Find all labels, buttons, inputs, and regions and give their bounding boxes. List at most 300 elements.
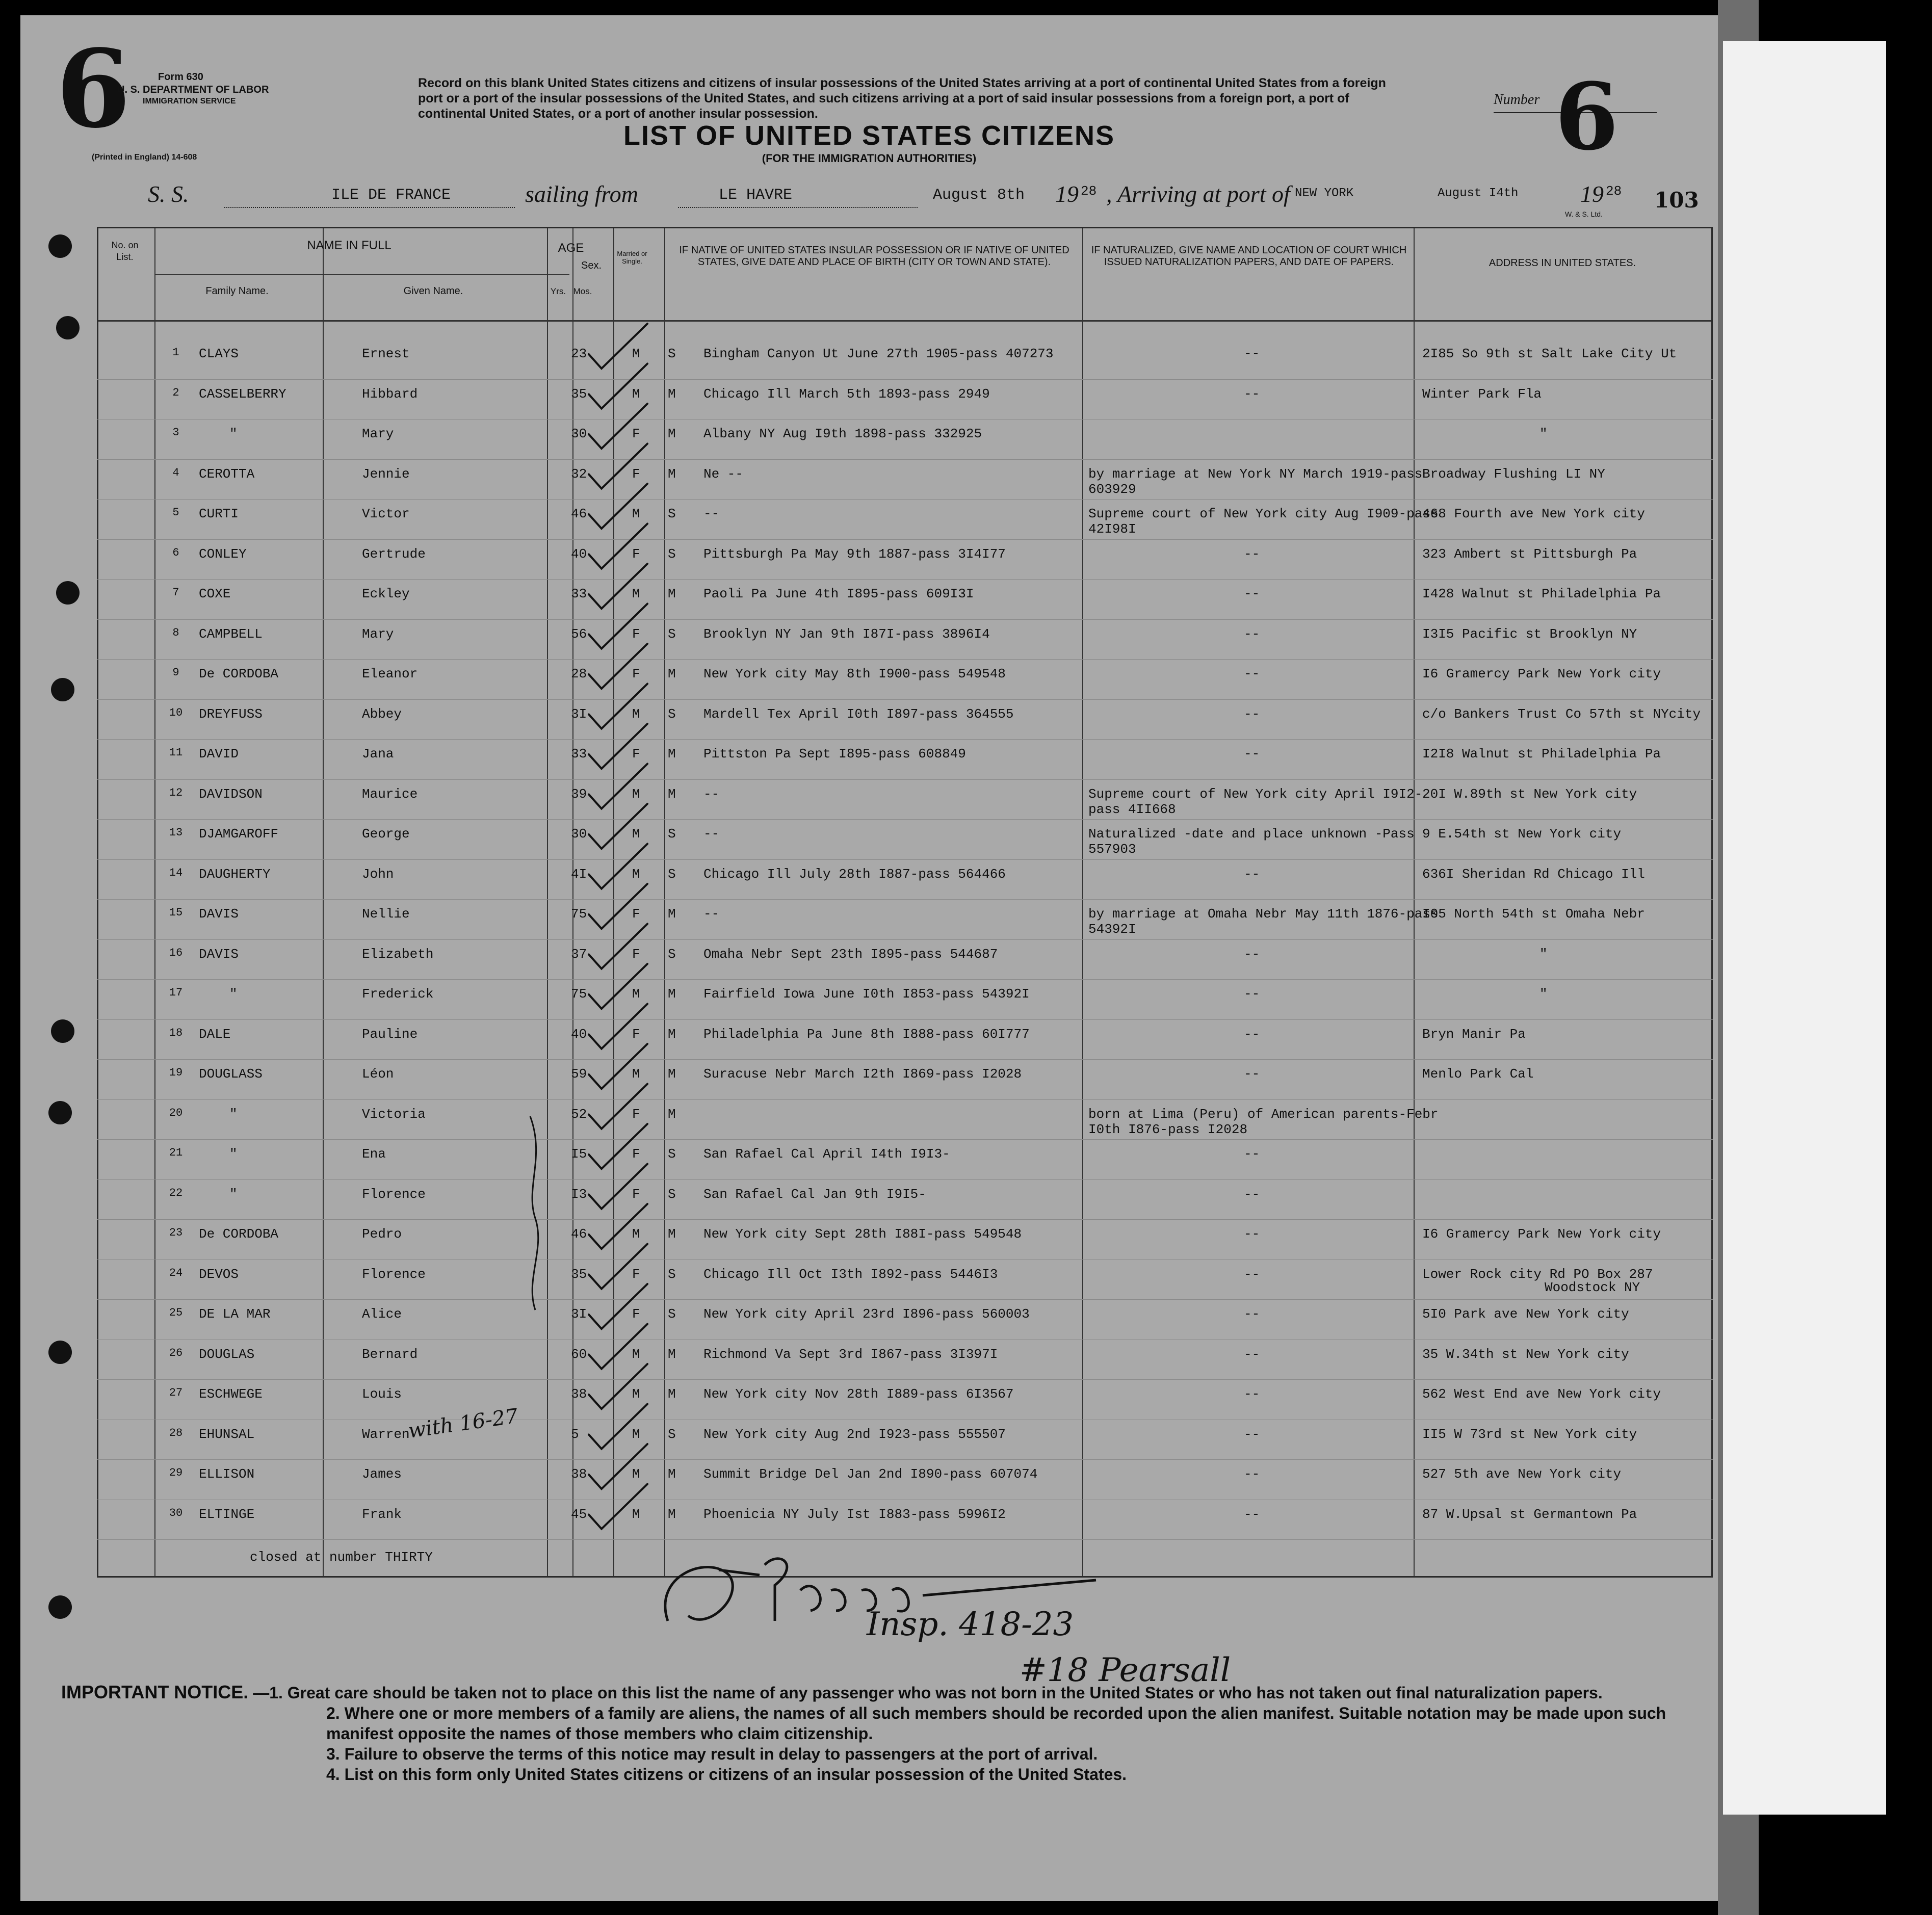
- naturalization: Supreme court of New York city Aug I909-pass: [1088, 506, 1439, 521]
- family-name: CASSELBERRY: [199, 386, 286, 402]
- header-family-name: Family Name.: [205, 285, 269, 297]
- marital-status: M: [668, 386, 676, 402]
- sex: M: [632, 1426, 640, 1442]
- page-number: 103: [1654, 188, 1699, 213]
- naturalization: --: [1244, 946, 1260, 962]
- family-name: DEVOS: [199, 1266, 239, 1282]
- row-number: 28: [169, 1426, 183, 1439]
- page-subtitle: (FOR THE IMMIGRATION AUTHORITIES): [762, 152, 977, 165]
- birth-place: Brooklyn NY Jan 9th I87I-pass 3896I4: [703, 626, 990, 642]
- marital-status: S: [668, 826, 676, 842]
- given-name: Eckley: [362, 586, 410, 601]
- row-number: 14: [169, 866, 183, 879]
- age: 5: [571, 1426, 579, 1442]
- birth-place: Summit Bridge Del Jan 2nd I890-pass 607074: [703, 1466, 1038, 1482]
- marital-status: M: [668, 1466, 676, 1482]
- family-name: DOUGLASS: [199, 1066, 263, 1082]
- given-name: Pauline: [362, 1026, 418, 1042]
- notice-label: IMPORTANT NOTICE.: [61, 1682, 249, 1702]
- given-name: Jana: [362, 746, 394, 762]
- family-name: ": [229, 1106, 238, 1122]
- age: 35: [571, 386, 587, 402]
- row-number: 6: [172, 546, 179, 559]
- important-notice: [61, 1682, 1718, 1785]
- age: I5: [571, 1146, 587, 1162]
- checkmark: [589, 844, 647, 889]
- header-name-in-full: NAME IN FULL: [307, 239, 391, 252]
- given-name: Léon: [362, 1066, 394, 1082]
- arriving-label: , Arriving at port of: [1106, 181, 1290, 207]
- given-name: James: [362, 1466, 402, 1482]
- age: 4I: [571, 866, 587, 882]
- checkmark: [589, 444, 647, 489]
- marital-status: M: [668, 1506, 676, 1522]
- sailing-label: sailing from: [525, 181, 638, 207]
- corner-number-left: 6: [56, 26, 131, 152]
- naturalization: --: [1244, 666, 1260, 681]
- row-number: 10: [169, 706, 183, 719]
- checkmark: [589, 644, 647, 689]
- checkmark: [589, 1124, 647, 1169]
- sex: F: [632, 946, 640, 962]
- port-from: LE HAVRE: [719, 187, 793, 204]
- date-from: August 8th: [933, 187, 1025, 204]
- checkmark: [589, 324, 647, 369]
- row-number: 13: [169, 826, 183, 839]
- sex: F: [632, 906, 640, 922]
- given-name: Maurice: [362, 786, 418, 802]
- checkmark: [589, 1044, 647, 1089]
- marital-status: S: [668, 706, 676, 722]
- given-name: Mary: [362, 626, 394, 642]
- checkmark: [589, 924, 647, 969]
- sex: M: [632, 506, 640, 521]
- address: I6 Gramercy Park New York city: [1422, 666, 1661, 681]
- sex: M: [632, 346, 640, 361]
- given-name: Nellie: [362, 906, 410, 922]
- naturalization: --: [1244, 386, 1260, 402]
- age: I3: [571, 1186, 587, 1202]
- address: ": [1539, 986, 1548, 1002]
- family-name: ": [229, 426, 238, 441]
- family-name: ": [229, 986, 238, 1002]
- marital-status: S: [668, 506, 676, 521]
- sex: M: [632, 866, 640, 882]
- sex: M: [632, 1506, 640, 1522]
- given-name: Hibbard: [362, 386, 418, 402]
- family-name: CONLEY: [199, 546, 247, 562]
- address: 87 W.Upsal st Germantown Pa: [1422, 1506, 1637, 1522]
- naturalization: --: [1244, 346, 1260, 361]
- birth-place: Chicago Ill Oct I3th I892-pass 5446I3: [703, 1266, 998, 1282]
- given-name: Ernest: [362, 346, 410, 361]
- given-name: Warren: [362, 1426, 410, 1442]
- naturalization-line-2: I0th I876-pass I2028: [1088, 1121, 1248, 1137]
- form-intro: Record on this blank United States citizens and citizens of insular possessions of the United States arriving at a port of continental United States from a foreign port or a port of the insular possessions of the United States, and such citizens arriving at a port of said insular possessions from a foreign port, a port of continental United States, or a port of another insular possession.: [418, 76, 1386, 121]
- naturalization-line-2: 54392I: [1088, 922, 1136, 937]
- page-title: LIST OF UNITED STATES CITIZENS: [623, 120, 1115, 151]
- row-number: 12: [169, 786, 183, 799]
- address: 9 E.54th st New York city: [1422, 826, 1622, 842]
- naturalization: by marriage at Omaha Nebr May 11th 1876-pass: [1088, 906, 1439, 922]
- family-name: ": [229, 1146, 238, 1162]
- marital-status: S: [668, 626, 676, 642]
- sex: M: [632, 1386, 640, 1402]
- sex: F: [632, 1106, 640, 1122]
- family-name: DAVIDSON: [199, 786, 263, 802]
- age: 28: [571, 666, 587, 681]
- checkmark: [589, 764, 647, 809]
- checkmark: [589, 1284, 647, 1329]
- sex: M: [632, 1066, 640, 1082]
- marital-status: M: [668, 1346, 676, 1362]
- marital-status: M: [668, 426, 676, 441]
- given-name: Elizabeth: [362, 946, 434, 962]
- row-number: 23: [169, 1226, 183, 1239]
- age: 38: [571, 1466, 587, 1482]
- date-to: August I4th: [1438, 187, 1519, 200]
- facing-blank-page: [1723, 41, 1886, 1815]
- sex: F: [632, 1026, 640, 1042]
- marital-status: M: [668, 986, 676, 1002]
- given-name: Jennie: [362, 466, 410, 482]
- checkmark: [589, 1404, 647, 1449]
- naturalization: --: [1244, 866, 1260, 882]
- naturalization: --: [1244, 986, 1260, 1002]
- given-name: Gertrude: [362, 546, 426, 562]
- sex: F: [632, 746, 640, 762]
- naturalization-line-2: 557903: [1088, 842, 1136, 857]
- department: U. S. DEPARTMENT OF LABOR: [117, 84, 269, 95]
- sex: F: [632, 1186, 640, 1202]
- birth-place: Chicago Ill March 5th 1893-pass 2949: [703, 386, 990, 402]
- age: 35: [571, 1266, 587, 1282]
- given-name: Bernard: [362, 1346, 418, 1362]
- birth-place: Chicago Ill July 28th I887-pass 564466: [703, 866, 1006, 882]
- age: 40: [571, 546, 587, 562]
- row-number: 2: [172, 386, 179, 399]
- bracket-mark: [530, 1116, 538, 1310]
- naturalization-line-2: 603929: [1088, 481, 1136, 497]
- birth-place: New York city Aug 2nd I923-pass 555507: [703, 1426, 1006, 1442]
- naturalization: born at Lima (Peru) of American parents-Febr: [1088, 1106, 1439, 1122]
- header-no: No. on List.: [111, 240, 139, 262]
- family-name: COXE: [199, 586, 231, 601]
- checkmark: [589, 484, 647, 529]
- address: Broadway Flushing LI NY: [1422, 466, 1605, 482]
- address: 20I W.89th st New York city: [1422, 786, 1637, 802]
- naturalization: --: [1244, 1466, 1260, 1482]
- family-name: DE LA MAR: [199, 1306, 271, 1322]
- checkmark: [589, 1204, 647, 1249]
- checkmark: [589, 1164, 647, 1209]
- header-given-name: Given Name.: [403, 285, 463, 297]
- given-name: Florence: [362, 1186, 426, 1202]
- age: 40: [571, 1026, 587, 1042]
- naturalization: --: [1244, 1426, 1260, 1442]
- address: ": [1539, 946, 1548, 962]
- naturalization: --: [1244, 1346, 1260, 1362]
- birth-place: --: [703, 506, 720, 521]
- family-name: DOUGLAS: [199, 1346, 255, 1362]
- notice-text-1: —1. Great care should be taken not to place on this list the name of any passenger who was not born in the United States or who has not taken out final naturalization papers.: [253, 1684, 1603, 1702]
- naturalization-line-2: 42I98I: [1088, 521, 1136, 537]
- family-name: ELTINGE: [199, 1506, 255, 1522]
- naturalization: --: [1244, 1306, 1260, 1322]
- family-name: CAMPBELL: [199, 626, 263, 642]
- birth-place: Phoenicia NY July Ist I883-pass 5996I2: [703, 1506, 1006, 1522]
- birth-place: San Rafael Cal Jan 9th I9I5-: [703, 1186, 926, 1202]
- checkmark: [589, 564, 647, 609]
- given-name: Louis: [362, 1386, 402, 1402]
- ship-name: ILE DE FRANCE: [331, 187, 451, 204]
- birth-place: --: [703, 906, 720, 922]
- family-name: CEROTTA: [199, 466, 255, 482]
- age: 32: [571, 466, 587, 482]
- marital-status: S: [668, 546, 676, 562]
- birth-place: Philadelphia Pa June 8th I888-pass 60I777: [703, 1026, 1030, 1042]
- row-number: 26: [169, 1346, 183, 1359]
- age: 30: [571, 426, 587, 441]
- ss-label: S. S.: [148, 181, 189, 207]
- marital-status: S: [668, 1426, 676, 1442]
- marital-status: M: [668, 466, 676, 482]
- header-sex: Sex.: [581, 260, 602, 271]
- notice-item-3: 3. Failure to observe the terms of this notice may result in delay to passengers at the port of arrival.: [326, 1745, 1098, 1763]
- birth-place: Pittsburgh Pa May 9th 1887-pass 3I4I77: [703, 546, 1006, 562]
- age: 52: [571, 1106, 587, 1122]
- checkmark: [589, 1324, 647, 1369]
- sex: M: [632, 386, 640, 402]
- age: 3I: [571, 706, 587, 722]
- naturalization: --: [1244, 1146, 1260, 1162]
- header-age: AGE: [558, 241, 584, 255]
- given-name: Eleanor: [362, 666, 418, 681]
- naturalization: --: [1244, 1066, 1260, 1082]
- age: 33: [571, 746, 587, 762]
- marital-status: M: [668, 1066, 676, 1082]
- year-1: 28: [1081, 183, 1097, 199]
- age: 60: [571, 1346, 587, 1362]
- age: 38: [571, 1386, 587, 1402]
- marital-status: M: [668, 786, 676, 802]
- address: I6 Gramercy Park New York city: [1422, 1226, 1661, 1242]
- handwritten-annotation: with 16-27: [406, 1404, 520, 1443]
- address-line-2: Woodstock NY: [1545, 1279, 1640, 1295]
- address: 636I Sheridan Rd Chicago Ill: [1422, 866, 1645, 882]
- header-yrs: Yrs.: [550, 286, 566, 296]
- family-name: ELLISON: [199, 1466, 255, 1482]
- family-name: CURTI: [199, 506, 239, 521]
- address: Lower Rock city Rd PO Box 287: [1422, 1266, 1653, 1282]
- address: 527 5th ave New York city: [1422, 1466, 1622, 1482]
- checkmark: [589, 364, 647, 409]
- birth-place: Paoli Pa June 4th I895-pass 609I3I: [703, 586, 974, 601]
- sex: F: [632, 666, 640, 681]
- notice-item-1: [61, 1682, 1718, 1703]
- corner-number-right: 6: [1555, 63, 1619, 171]
- address: 468 Fourth ave New York city: [1422, 506, 1645, 521]
- birth-place: --: [703, 786, 720, 802]
- year-prefix-2: 19: [1580, 181, 1604, 207]
- row-number: 17: [169, 986, 183, 999]
- naturalization-line-2: pass 4II668: [1088, 801, 1176, 817]
- row-number: 4: [172, 466, 179, 479]
- naturalization: by marriage at New York NY March 1919-pass: [1088, 466, 1423, 482]
- family-name: DALE: [199, 1026, 231, 1042]
- family-name: DAVIS: [199, 906, 239, 922]
- given-name: Mary: [362, 426, 394, 441]
- sex: M: [632, 586, 640, 601]
- family-name: DAVID: [199, 746, 239, 762]
- sex: F: [632, 626, 640, 642]
- row-number: 3: [172, 426, 179, 439]
- given-name: Pedro: [362, 1226, 402, 1242]
- address: Bryn Manir Pa: [1422, 1026, 1526, 1042]
- naturalization: --: [1244, 1386, 1260, 1402]
- marital-status: S: [668, 1146, 676, 1162]
- printed-note: (Printed in England) 14-608: [92, 153, 197, 162]
- given-name: George: [362, 826, 410, 842]
- age: 37: [571, 946, 587, 962]
- checkmark: [589, 604, 647, 649]
- naturalization: --: [1244, 706, 1260, 722]
- naturalization: --: [1244, 586, 1260, 601]
- header-address: ADDRESS IN UNITED STATES.: [1489, 257, 1636, 269]
- age: 75: [571, 906, 587, 922]
- checkmarks: [20, 15, 1718, 1697]
- family-name: DAVIS: [199, 946, 239, 962]
- row-number: 16: [169, 946, 183, 959]
- address: I2I8 Walnut st Philadelphia Pa: [1422, 746, 1661, 762]
- age: 59: [571, 1066, 587, 1082]
- manifest-sheet: [20, 15, 1718, 1901]
- sex: F: [632, 466, 640, 482]
- marital-status: M: [668, 1386, 676, 1402]
- sex: M: [632, 1226, 640, 1242]
- birth-place: New York city Nov 28th I889-pass 6I3567: [703, 1386, 1014, 1402]
- birth-place: San Rafael Cal April I4th I9I3-: [703, 1146, 950, 1162]
- notice-item-2: 2. Where one or more members of a family are aliens, the names of all such members should be recorded upon the alien manifest. Suitable notation may be made upon such manifest opposite the names of those members who claim citizenship.: [326, 1704, 1666, 1743]
- pearsall-note: #18 Pearsall: [1020, 1651, 1231, 1689]
- family-name: EHUNSAL: [199, 1426, 255, 1442]
- header-married-single: Married or Single.: [617, 250, 647, 265]
- address: 5I0 Park ave New York city: [1422, 1306, 1629, 1322]
- naturalization: --: [1244, 1186, 1260, 1202]
- address: I05 North 54th st Omaha Nebr: [1422, 906, 1645, 922]
- family-name: CLAYS: [199, 346, 239, 361]
- header-native: IF NATIVE OF UNITED STATES INSULAR POSSESSION OR IF NATIVE OF UNITED STATES, GIVE DATE AND PLACE OF BIRTH (CITY OR TOWN AND STATE).: [679, 245, 1069, 268]
- birth-place: Mardell Tex April I0th I897-pass 364555: [703, 706, 1014, 722]
- immigration-service: IMMIGRATION SERVICE: [143, 97, 236, 106]
- row-number: 20: [169, 1106, 183, 1119]
- address: Menlo Park Cal: [1422, 1066, 1534, 1082]
- family-name: DAUGHERTY: [199, 866, 271, 882]
- age: 46: [571, 506, 587, 521]
- naturalization: --: [1244, 1226, 1260, 1242]
- age: 23: [571, 346, 587, 361]
- row-number: 27: [169, 1386, 183, 1399]
- marital-status: S: [668, 1266, 676, 1282]
- checkmark: [589, 524, 647, 569]
- checkmark: [589, 1004, 647, 1049]
- birth-place: New York city April 23rd I896-pass 560003: [703, 1306, 1030, 1322]
- given-name: Abbey: [362, 706, 402, 722]
- naturalization: Naturalized -date and place unknown -Pass: [1088, 826, 1415, 842]
- family-name: De CORDOBA: [199, 1226, 279, 1242]
- row-number: 7: [172, 586, 179, 599]
- row-number: 9: [172, 666, 179, 679]
- birth-place: Suracuse Nebr March I2th I869-pass I2028: [703, 1066, 1022, 1082]
- naturalization: --: [1244, 746, 1260, 762]
- checkmark: [589, 1484, 647, 1529]
- closed-note: closed at number THIRTY: [250, 1550, 433, 1565]
- row-number: 8: [172, 626, 179, 639]
- sex: M: [632, 706, 640, 722]
- address: 562 West End ave New York city: [1422, 1386, 1661, 1402]
- checkmark: [589, 804, 647, 849]
- age: 3I: [571, 1306, 587, 1322]
- naturalization: Supreme court of New York city April I9I2-: [1088, 786, 1423, 802]
- checkmark: [589, 884, 647, 929]
- row-number: 24: [169, 1266, 183, 1279]
- marital-status: M: [668, 1026, 676, 1042]
- number-label-text: Number: [1494, 92, 1540, 108]
- marital-status: M: [668, 746, 676, 762]
- sex: M: [632, 1466, 640, 1482]
- form-number: Form 630: [158, 71, 203, 83]
- marital-status: S: [668, 346, 676, 361]
- checkmark: [589, 1244, 647, 1289]
- header-mos: Mos.: [573, 286, 592, 296]
- given-name: Victor: [362, 506, 410, 521]
- given-name: Victoria: [362, 1106, 426, 1122]
- birth-place: New York city May 8th I900-pass 549548: [703, 666, 1006, 681]
- sex: M: [632, 1346, 640, 1362]
- birth-place: --: [703, 826, 720, 842]
- address: I3I5 Pacific st Brooklyn NY: [1422, 626, 1637, 642]
- checkmark: [589, 1444, 647, 1489]
- given-name: Florence: [362, 1266, 426, 1282]
- row-number: 30: [169, 1506, 183, 1519]
- year-2: 28: [1606, 183, 1622, 199]
- checkmark: [589, 404, 647, 449]
- sex: M: [632, 986, 640, 1002]
- publisher: W. & S. Ltd.: [1565, 210, 1603, 218]
- address: II5 W 73rd st New York city: [1422, 1426, 1637, 1442]
- marital-status: S: [668, 946, 676, 962]
- address: 35 W.34th st New York city: [1422, 1346, 1629, 1362]
- row-number: 25: [169, 1306, 183, 1319]
- given-name: Frank: [362, 1506, 402, 1522]
- checkmark: [589, 724, 647, 769]
- marital-status: M: [668, 906, 676, 922]
- age: 75: [571, 986, 587, 1002]
- birth-place: Omaha Nebr Sept 23th I895-pass 544687: [703, 946, 998, 962]
- marital-status: M: [668, 586, 676, 601]
- age: 39: [571, 786, 587, 802]
- birth-place: Pittston Pa Sept I895-pass 608849: [703, 746, 966, 762]
- sex: F: [632, 1266, 640, 1282]
- row-number: 1: [172, 346, 179, 359]
- family-name: DREYFUSS: [199, 706, 263, 722]
- sex: M: [632, 826, 640, 842]
- birth-place: Richmond Va Sept 3rd I867-pass 3I397I: [703, 1346, 998, 1362]
- marital-status: S: [668, 1306, 676, 1322]
- checkmark: [589, 964, 647, 1009]
- given-name: Frederick: [362, 986, 434, 1002]
- family-name: De CORDOBA: [199, 666, 279, 681]
